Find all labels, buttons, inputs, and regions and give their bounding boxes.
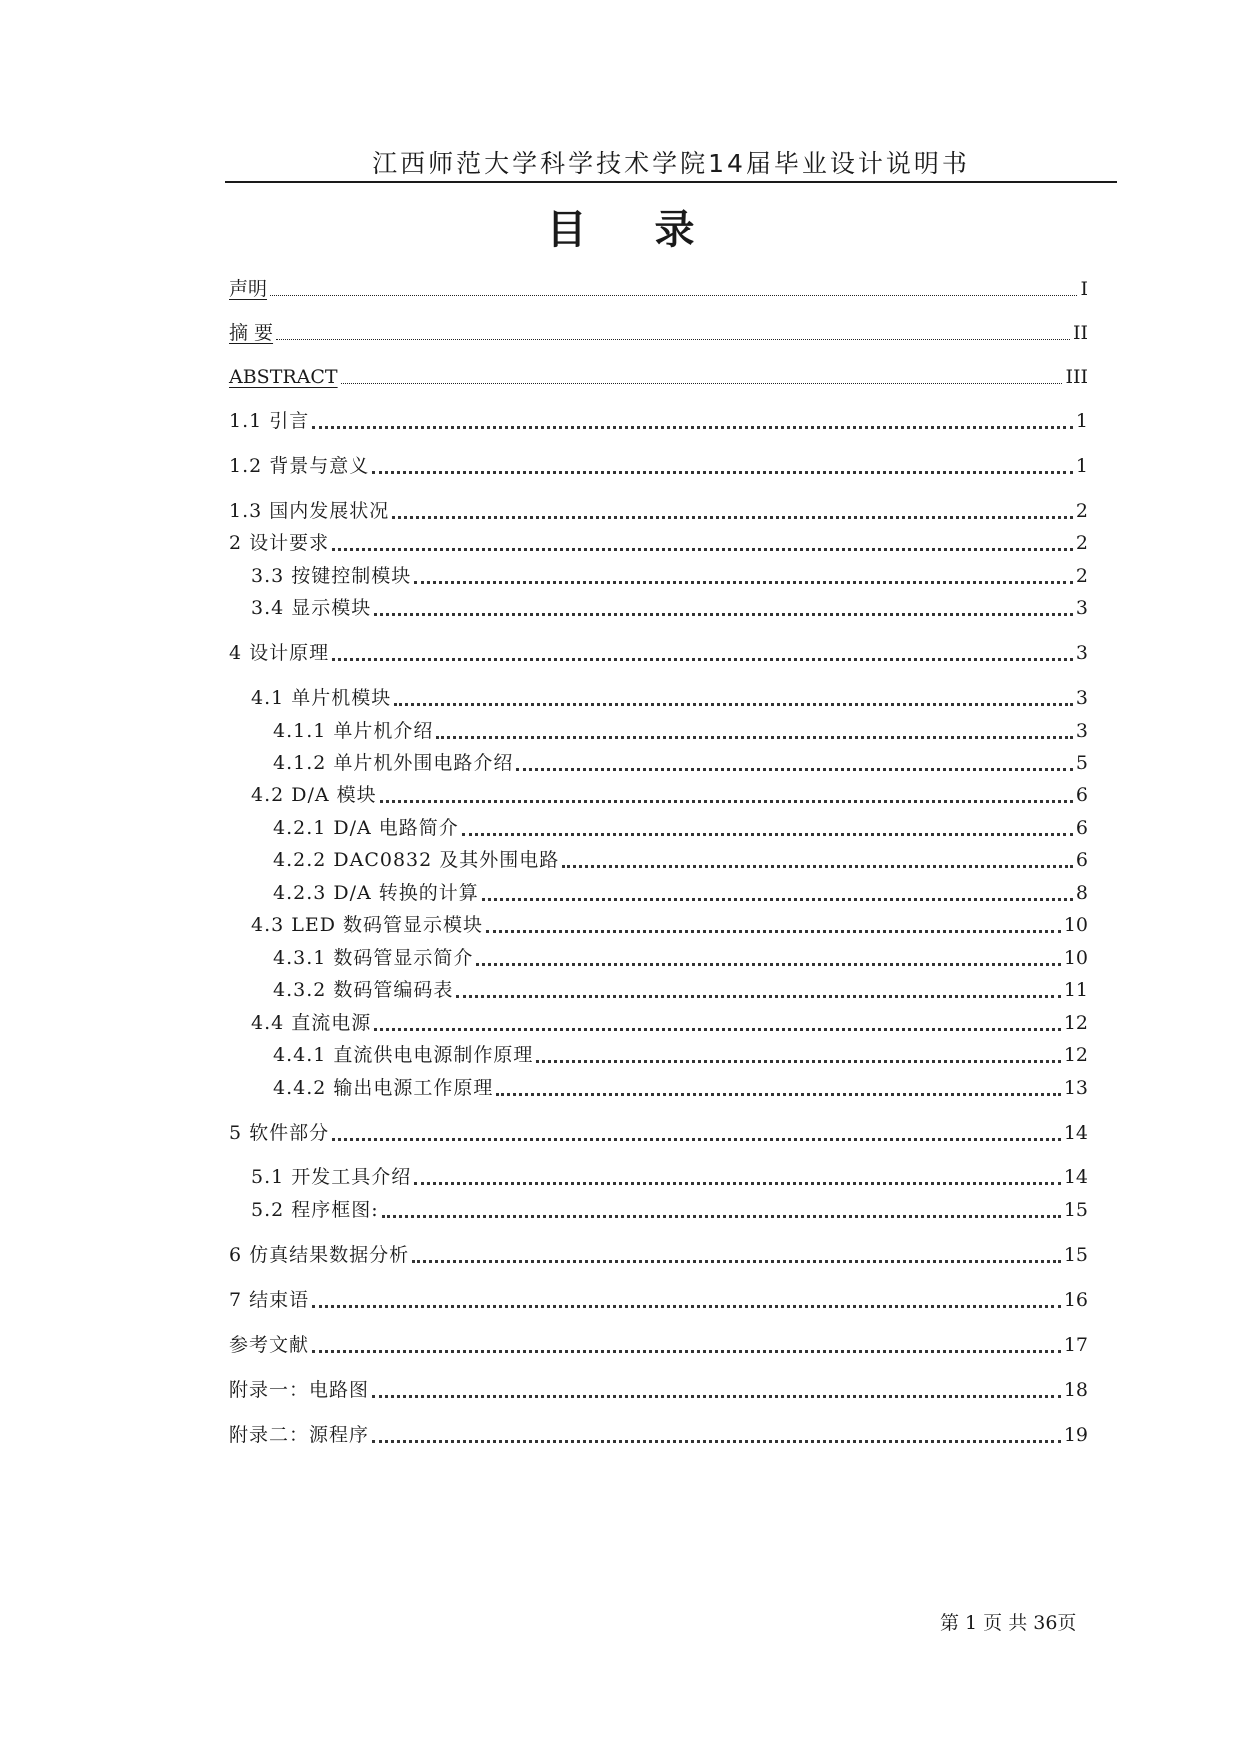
dot-leader: [270, 295, 1077, 296]
toc-entry-page: 3: [1075, 687, 1088, 709]
toc-entry-page: 1: [1075, 455, 1088, 477]
toc-entry-text: 4.2.3 D/A 转换的计算: [273, 882, 479, 904]
toc-entry[interactable]: [229, 404, 1088, 434]
toc-entry[interactable]: [229, 941, 1088, 971]
toc-heading-char-2: 录: [654, 207, 695, 253]
toc-entry[interactable]: [229, 1373, 1088, 1403]
toc-entry[interactable]: [229, 1283, 1088, 1313]
toc-entry-page: 2: [1075, 532, 1088, 554]
toc-entry[interactable]: [229, 559, 1088, 589]
toc-entry[interactable]: [229, 973, 1088, 1003]
toc-entry-abstract-en[interactable]: [229, 360, 1088, 390]
toc-entry[interactable]: [229, 908, 1088, 938]
toc-entry-text: 3.3 按键控制模块: [251, 565, 412, 587]
toc-entry-page: 3: [1075, 642, 1088, 664]
toc-entry-page: 8: [1075, 882, 1088, 904]
dot-leader: [482, 898, 1073, 901]
toc-entry-text: 3.4 显示模块: [251, 597, 372, 619]
dot-leader: [372, 471, 1073, 474]
dot-leader: [392, 516, 1073, 519]
dot-leader: [372, 1440, 1061, 1443]
toc-entry-text: 4.4 直流电源: [251, 1012, 372, 1034]
dot-leader: [312, 426, 1073, 429]
dot-leader: [312, 1350, 1061, 1353]
toc-entry-page: 14: [1063, 1122, 1088, 1144]
toc-entry-page: 16: [1063, 1289, 1088, 1311]
toc-entry-text: 5 软件部分: [229, 1122, 330, 1144]
dot-leader: [312, 1305, 1061, 1308]
dot-leader: [516, 768, 1073, 771]
toc-entry-page: 17: [1063, 1334, 1088, 1356]
toc-entry-page: 10: [1063, 914, 1088, 936]
dot-leader: [332, 1138, 1061, 1141]
toc-entry-page: 12: [1063, 1012, 1088, 1034]
dot-leader: [456, 995, 1060, 998]
toc-entry-text: 4.4.2 输出电源工作原理: [273, 1077, 494, 1099]
toc-entry-page: 6: [1075, 784, 1088, 806]
toc-heading: [0, 202, 1241, 258]
toc-entry[interactable]: [229, 1160, 1088, 1190]
toc-entry-page: 11: [1063, 979, 1088, 1001]
toc-entry-text: 4 设计原理: [229, 642, 330, 664]
toc-entry-abstract-cn[interactable]: [229, 316, 1088, 346]
dot-leader: [382, 1215, 1061, 1218]
toc-heading-char-1: 目: [546, 207, 587, 253]
dot-leader: [462, 833, 1073, 836]
toc-entry-page: I: [1080, 278, 1088, 300]
toc-entry-text: 附录二：源程序: [229, 1424, 370, 1446]
toc-entry-text: 4.2.2 DAC0832 及其外围电路: [273, 849, 560, 871]
toc-entry-text: 4.1.1 单片机介绍: [273, 720, 434, 742]
toc-entry[interactable]: [229, 591, 1088, 621]
dot-leader: [394, 703, 1073, 706]
toc-entry[interactable]: [229, 1418, 1088, 1448]
toc-entry-text: 摘 要: [229, 322, 274, 344]
dot-leader: [414, 1182, 1061, 1185]
toc-entry[interactable]: [229, 811, 1088, 841]
dot-leader: [374, 1028, 1061, 1031]
toc-entry[interactable]: [229, 526, 1088, 556]
toc-entry-page: 13: [1063, 1077, 1088, 1099]
toc-entry-page: II: [1072, 322, 1088, 344]
toc-entry-page: 6: [1075, 849, 1088, 871]
toc-entry-text: 6 仿真结果数据分析: [229, 1244, 410, 1266]
toc-entry-page: 3: [1075, 597, 1088, 619]
toc-entry[interactable]: [229, 843, 1088, 873]
header-rule: [225, 181, 1117, 183]
toc-entry[interactable]: [229, 1328, 1088, 1358]
toc-entry-text: 4.2.1 D/A 电路简介: [273, 817, 459, 839]
toc-entry[interactable]: [229, 1038, 1088, 1068]
toc-entry-page: 12: [1063, 1044, 1088, 1066]
toc-entry[interactable]: [229, 778, 1088, 808]
toc-entry-text: 1.1 引言: [229, 410, 310, 432]
toc-entry-page: III: [1065, 366, 1088, 388]
toc-entry-page: 5: [1075, 752, 1088, 774]
toc-entry[interactable]: [229, 1238, 1088, 1268]
toc-entry[interactable]: [229, 636, 1088, 666]
dot-leader: [276, 339, 1070, 340]
toc-entry-page: 10: [1063, 947, 1088, 969]
dot-leader: [562, 865, 1073, 868]
dot-leader: [332, 658, 1073, 661]
toc-entry-text: ABSTRACT: [229, 366, 338, 388]
toc-entry-text: 1.3 国内发展状况: [229, 500, 390, 522]
toc-entry-text: 4.2 D/A 模块: [251, 784, 377, 806]
toc-entry-page: 3: [1075, 720, 1088, 742]
toc-entry-text: 4.3 LED 数码管显示模块: [251, 914, 484, 936]
toc-entry-page: 15: [1063, 1199, 1088, 1221]
toc-entry-text: 4.1 单片机模块: [251, 687, 392, 709]
page-footer: 第 1 页 共 36页: [940, 1612, 1077, 1634]
toc-entry[interactable]: [229, 746, 1088, 776]
toc-entry-text: 2 设计要求: [229, 532, 330, 554]
toc-entry-statement[interactable]: [229, 272, 1088, 302]
toc-entry-text: 1.2 背景与意义: [229, 455, 370, 477]
toc-entry[interactable]: [229, 1116, 1088, 1146]
toc-entry-text: 参考文献: [229, 1334, 310, 1356]
toc-entry[interactable]: [229, 449, 1088, 479]
running-header: 江西师范大学科学技术学院14届毕业设计说明书: [372, 149, 970, 178]
dot-leader: [536, 1060, 1060, 1063]
dot-leader: [332, 548, 1073, 551]
dot-leader: [412, 1260, 1061, 1263]
toc-entry-text: 声明: [229, 278, 268, 300]
toc-entry[interactable]: [229, 494, 1088, 524]
dot-leader: [341, 383, 1063, 384]
dot-leader: [486, 930, 1061, 933]
toc-entry-page: 15: [1063, 1244, 1088, 1266]
dot-leader: [436, 736, 1073, 739]
toc-entry-text: 4.1.2 单片机外围电路介绍: [273, 752, 514, 774]
toc-entry-text: 4.3.1 数码管显示简介: [273, 947, 474, 969]
toc-entry-page: 2: [1075, 565, 1088, 587]
toc-entry-text: 附录一：电路图: [229, 1379, 370, 1401]
toc-entry[interactable]: [229, 876, 1088, 906]
dot-leader: [372, 1395, 1061, 1398]
toc-entry-page: 6: [1075, 817, 1088, 839]
toc-entry-page: 18: [1063, 1379, 1088, 1401]
toc-entry-page: 2: [1075, 500, 1088, 522]
dot-leader: [476, 963, 1060, 966]
toc-entry-text: 4.4.1 直流供电电源制作原理: [273, 1044, 534, 1066]
toc-entry-text: 4.3.2 数码管编码表: [273, 979, 454, 1001]
toc-entry-text: 7 结束语: [229, 1289, 310, 1311]
dot-leader: [414, 581, 1073, 584]
toc-entry[interactable]: [229, 1006, 1088, 1036]
dot-leader: [380, 800, 1073, 803]
dot-leader: [374, 613, 1073, 616]
toc-entry[interactable]: [229, 714, 1088, 744]
toc-entry-text: 5.1 开发工具介绍: [251, 1166, 412, 1188]
toc-entry[interactable]: [229, 681, 1088, 711]
toc-entry-text: 5.2 程序框图:: [251, 1199, 379, 1221]
toc-entry-page: 19: [1063, 1424, 1088, 1446]
toc-entry-page: 14: [1063, 1166, 1088, 1188]
toc-entry-page: 1: [1075, 410, 1088, 432]
dot-leader: [496, 1093, 1060, 1096]
toc-entry[interactable]: [229, 1193, 1088, 1223]
toc-entry[interactable]: [229, 1071, 1088, 1101]
